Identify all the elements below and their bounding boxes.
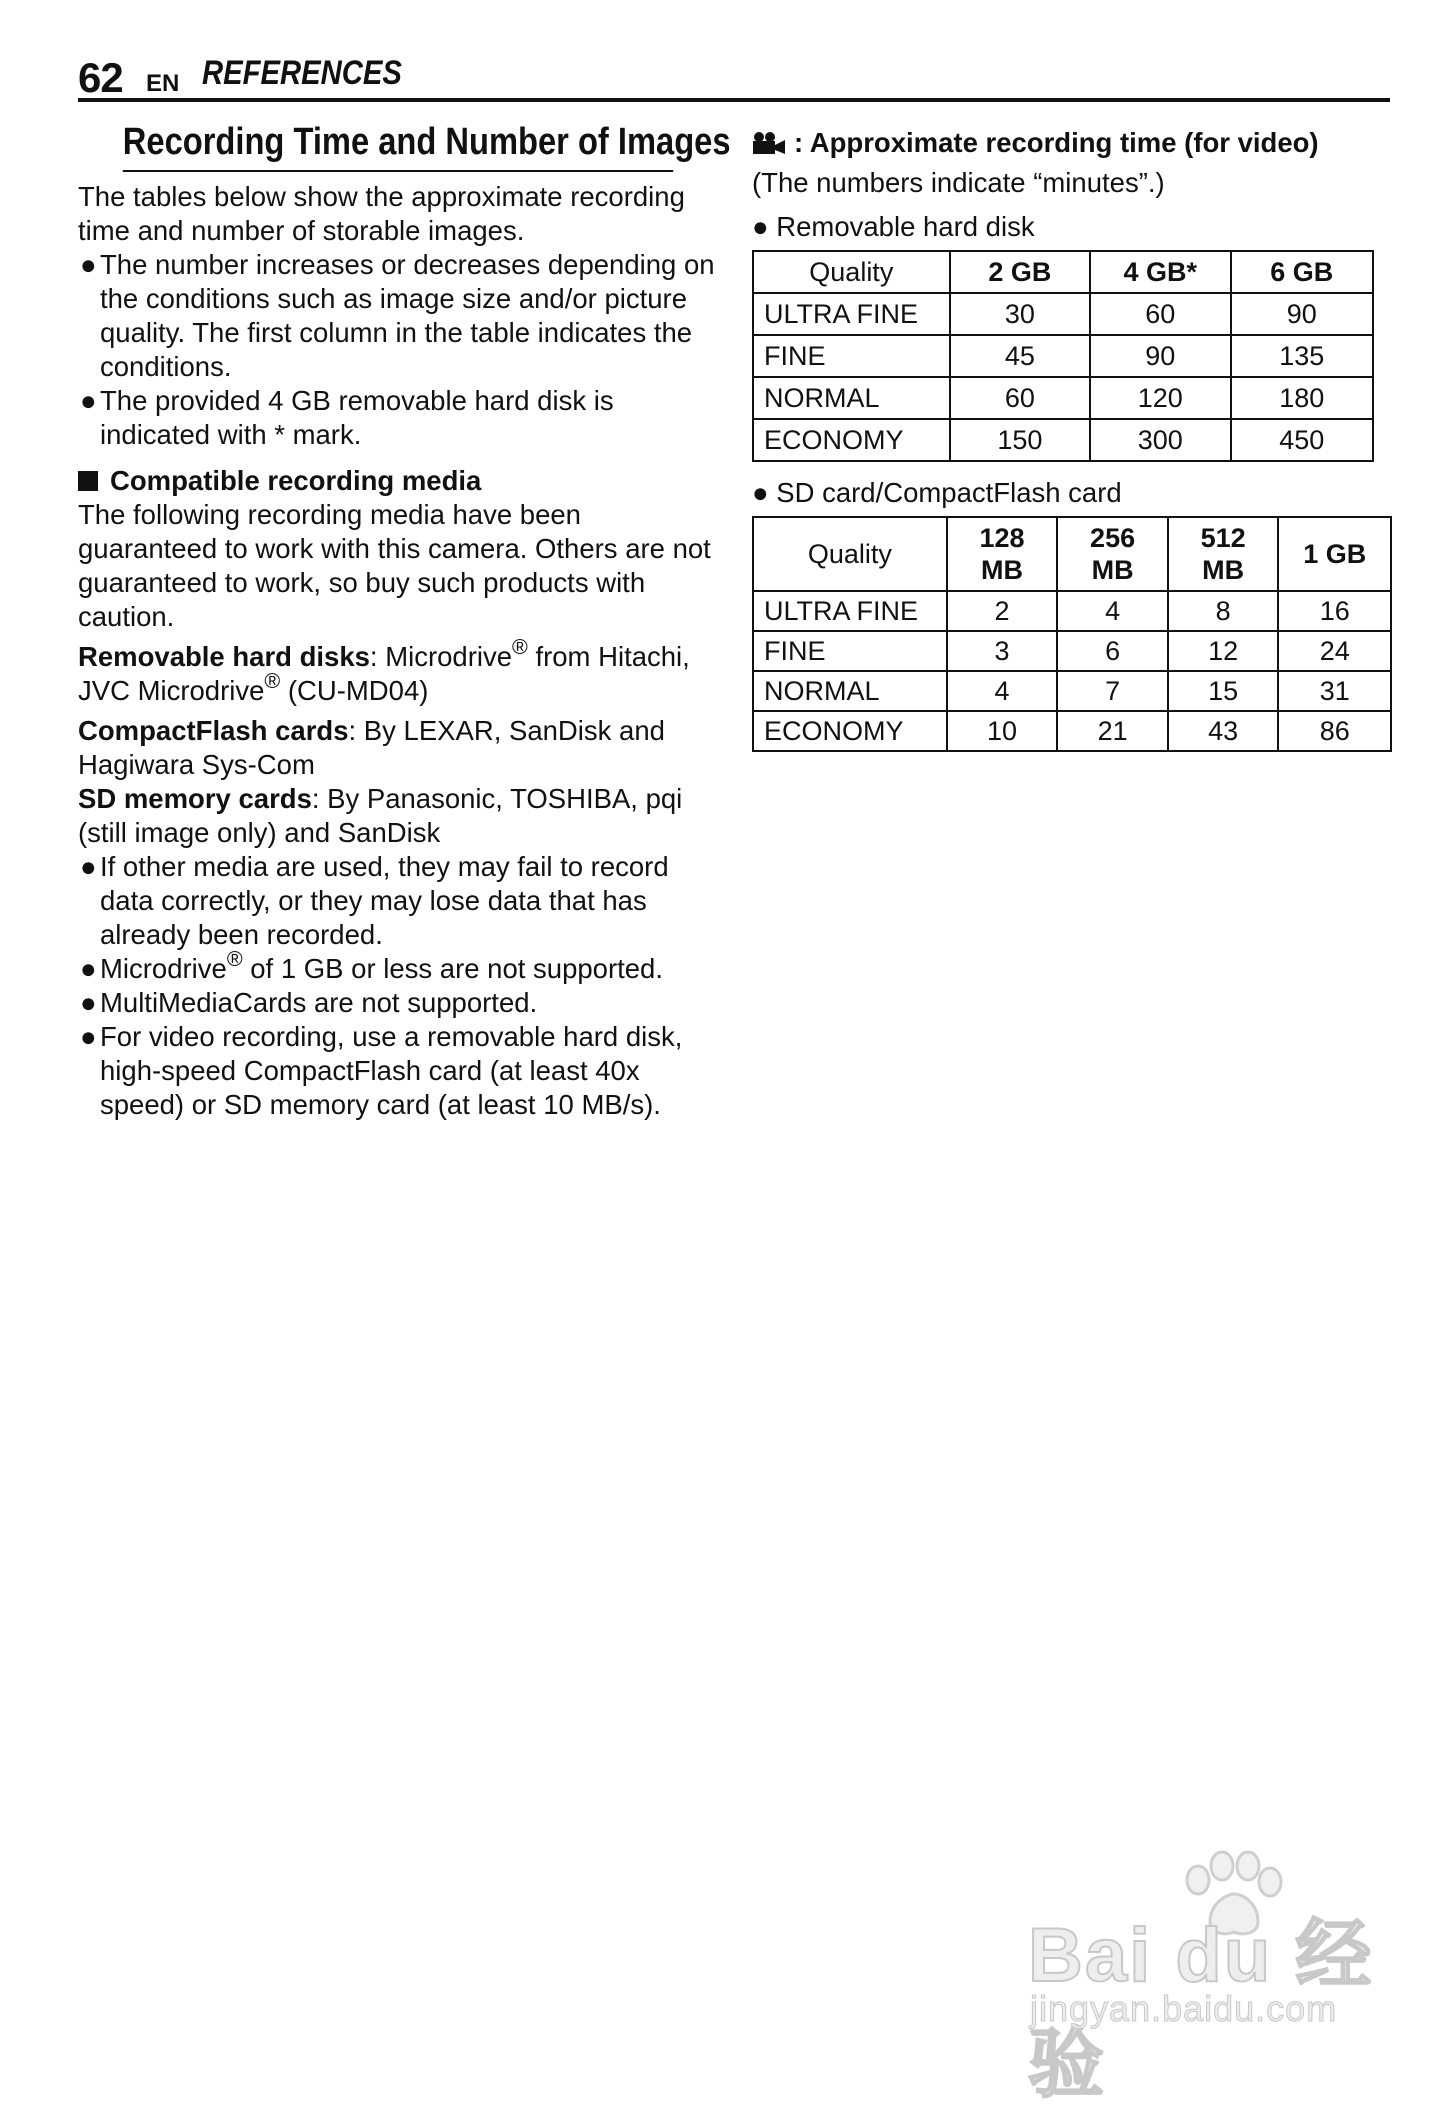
bullet-icon: ● <box>80 987 97 1018</box>
square-bullet-icon <box>78 471 98 491</box>
table-cell: 180 <box>1231 377 1374 419</box>
table-row <box>753 293 1373 335</box>
table-cell: 2 <box>947 591 1058 631</box>
sd-text: : By Panasonic, TOSHIBA, pqi (still image only) and SanDisk <box>78 783 683 848</box>
table-cell: 450 <box>1231 419 1374 461</box>
table-cell: 24 <box>1278 631 1391 671</box>
intro-text: The tables below show the approximate recording time and number of storable images. <box>78 181 685 246</box>
header-line: 512 <box>1200 523 1246 553</box>
page-title: Recording Time and Number of Images <box>123 118 673 172</box>
table-header-cell: 6 GB <box>1231 251 1374 293</box>
video-heading-text: : Approximate recording time (for video) <box>794 127 1319 158</box>
bullet-text: Microdrive <box>100 953 227 984</box>
bullet-text: The provided 4 GB removable hard disk is indicated with * mark. <box>100 385 614 450</box>
bullet-text: The number increases or decreases depending on the conditions such as image size and/or picture quality. The first column in the table indicates the conditions. <box>100 249 715 382</box>
table-header-cell: 1 GB <box>1278 517 1391 591</box>
table-cell: 31 <box>1278 671 1391 711</box>
bullet-icon: ● <box>80 851 97 882</box>
bullet-text: For video recording, use a removable hard disk, high-speed CompactFlash card (at least 40x speed) or SD memory card (at least 10 MB/s). <box>100 1021 683 1120</box>
table-cell: 3 <box>947 631 1058 671</box>
table-row <box>753 591 1391 631</box>
hdd-text: (CU-MD04) <box>280 675 429 706</box>
list-item <box>78 1020 718 1122</box>
table-cell: 60 <box>1090 293 1230 335</box>
table-cell: ULTRA FINE <box>753 591 947 631</box>
table-row <box>753 671 1391 711</box>
sd-entry <box>78 782 718 850</box>
table-header-cell: 2 GB <box>950 251 1090 293</box>
media-intro: The following recording media have been guaranteed to work with this camera. Others are not guaranteed to work, so buy such products with caution. <box>78 499 711 632</box>
table-cell: 12 <box>1168 631 1279 671</box>
table-cell: 300 <box>1090 419 1230 461</box>
video-heading <box>752 126 1392 160</box>
table-cell: 8 <box>1168 591 1279 631</box>
card-table <box>752 516 1392 752</box>
hdd-table <box>752 250 1374 462</box>
hdd-entry <box>78 635 718 708</box>
table-header-cell <box>1168 517 1279 591</box>
header-line: 256 <box>1090 523 1136 553</box>
hdd-text: from Hitachi, JVC Microdrive <box>78 641 690 706</box>
header-line: 128 <box>979 523 1025 553</box>
left-column <box>78 118 731 1122</box>
table-row <box>753 419 1373 461</box>
list-item <box>78 384 718 452</box>
cf-text: : By LEXAR, SanDisk and Hagiwara Sys-Com <box>78 715 665 780</box>
bullet-text: of 1 GB or less are not supported. <box>242 953 663 984</box>
table-header-cell <box>1057 517 1168 591</box>
table-header-row <box>753 251 1373 293</box>
table-cell: 120 <box>1090 377 1230 419</box>
table-cell: 135 <box>1231 335 1374 377</box>
sd-label: SD memory cards <box>78 783 312 814</box>
table-cell: NORMAL <box>753 671 947 711</box>
card-caption <box>752 476 1392 510</box>
table-row <box>753 711 1391 751</box>
table-cell: 21 <box>1057 711 1168 751</box>
bullet-text: If other media are used, they may fail to record data correctly, or they may lose data that has already been recorded. <box>100 851 669 950</box>
bullet-icon: ● <box>80 385 97 416</box>
table-cell: 43 <box>1168 711 1279 751</box>
table-cell: 86 <box>1278 711 1391 751</box>
table-cell: 4 <box>947 671 1058 711</box>
table-cell: 150 <box>950 419 1090 461</box>
table-header-cell: Quality <box>753 517 947 591</box>
bullet-icon: ● <box>80 249 97 280</box>
table-row <box>753 631 1391 671</box>
table-cell: ECONOMY <box>753 419 950 461</box>
table-cell: 16 <box>1278 591 1391 631</box>
header-line: MB <box>981 555 1023 585</box>
registered-mark: ® <box>512 635 528 660</box>
hdd-caption <box>752 210 1392 244</box>
table-cell: NORMAL <box>753 377 950 419</box>
bullet-icon: ● <box>752 211 769 242</box>
table-header-cell: Quality <box>753 251 950 293</box>
table-cell: 4 <box>1057 591 1168 631</box>
table-cell: 90 <box>1090 335 1230 377</box>
hdd-text: : Microdrive <box>369 641 513 672</box>
table-cell: ECONOMY <box>753 711 947 751</box>
baidu-watermark <box>1020 1850 1390 2107</box>
media-heading-text: Compatible recording media <box>110 465 482 496</box>
bullet-icon: ● <box>80 953 97 984</box>
table-cell: 15 <box>1168 671 1279 711</box>
header-line: MB <box>1202 555 1245 585</box>
table-cell: 10 <box>947 711 1058 751</box>
table-cell: 30 <box>950 293 1090 335</box>
table-header-row <box>753 517 1391 591</box>
watermark-url: jingyan.baidu.com <box>1030 1988 1338 2029</box>
media-heading <box>78 464 718 498</box>
table-cell: 45 <box>950 335 1090 377</box>
language-code: EN <box>146 70 180 97</box>
hdd-label: Removable hard disks <box>78 641 370 672</box>
table-cell: 7 <box>1057 671 1168 711</box>
table-cell: FINE <box>753 631 947 671</box>
list-item <box>78 986 718 1020</box>
bullet-text: MultiMediaCards are not supported. <box>100 987 538 1018</box>
registered-mark: ® <box>264 669 281 694</box>
cf-entry <box>78 714 718 782</box>
table-row <box>753 335 1373 377</box>
right-column <box>752 126 1392 752</box>
page-number: 62 <box>78 54 123 101</box>
table-cell: 60 <box>950 377 1090 419</box>
watermark-text: Bai du 经验 <box>1028 1913 1374 2107</box>
video-camera-icon <box>752 131 786 155</box>
table-cell: 90 <box>1231 293 1374 335</box>
hdd-caption-text: Removable hard disk <box>776 211 1035 242</box>
table-cell: FINE <box>753 335 950 377</box>
video-note: (The numbers indicate “minutes”.) <box>752 167 1165 198</box>
table-cell: 6 <box>1057 631 1168 671</box>
registered-mark: ® <box>226 947 243 972</box>
table-header-cell: 4 GB* <box>1090 251 1230 293</box>
list-item <box>78 850 718 952</box>
table-row <box>753 377 1373 419</box>
table-header-cell <box>947 517 1058 591</box>
bullet-icon: ● <box>80 1021 97 1052</box>
page-header <box>78 52 1390 102</box>
section-name: REFERENCES <box>202 54 402 92</box>
table-cell: ULTRA FINE <box>753 293 950 335</box>
card-caption-text: SD card/CompactFlash card <box>776 477 1122 508</box>
cf-label: CompactFlash cards <box>78 715 349 746</box>
list-item <box>78 947 718 986</box>
bullet-icon: ● <box>752 477 769 508</box>
header-line: MB <box>1091 555 1134 585</box>
list-item <box>78 248 718 384</box>
